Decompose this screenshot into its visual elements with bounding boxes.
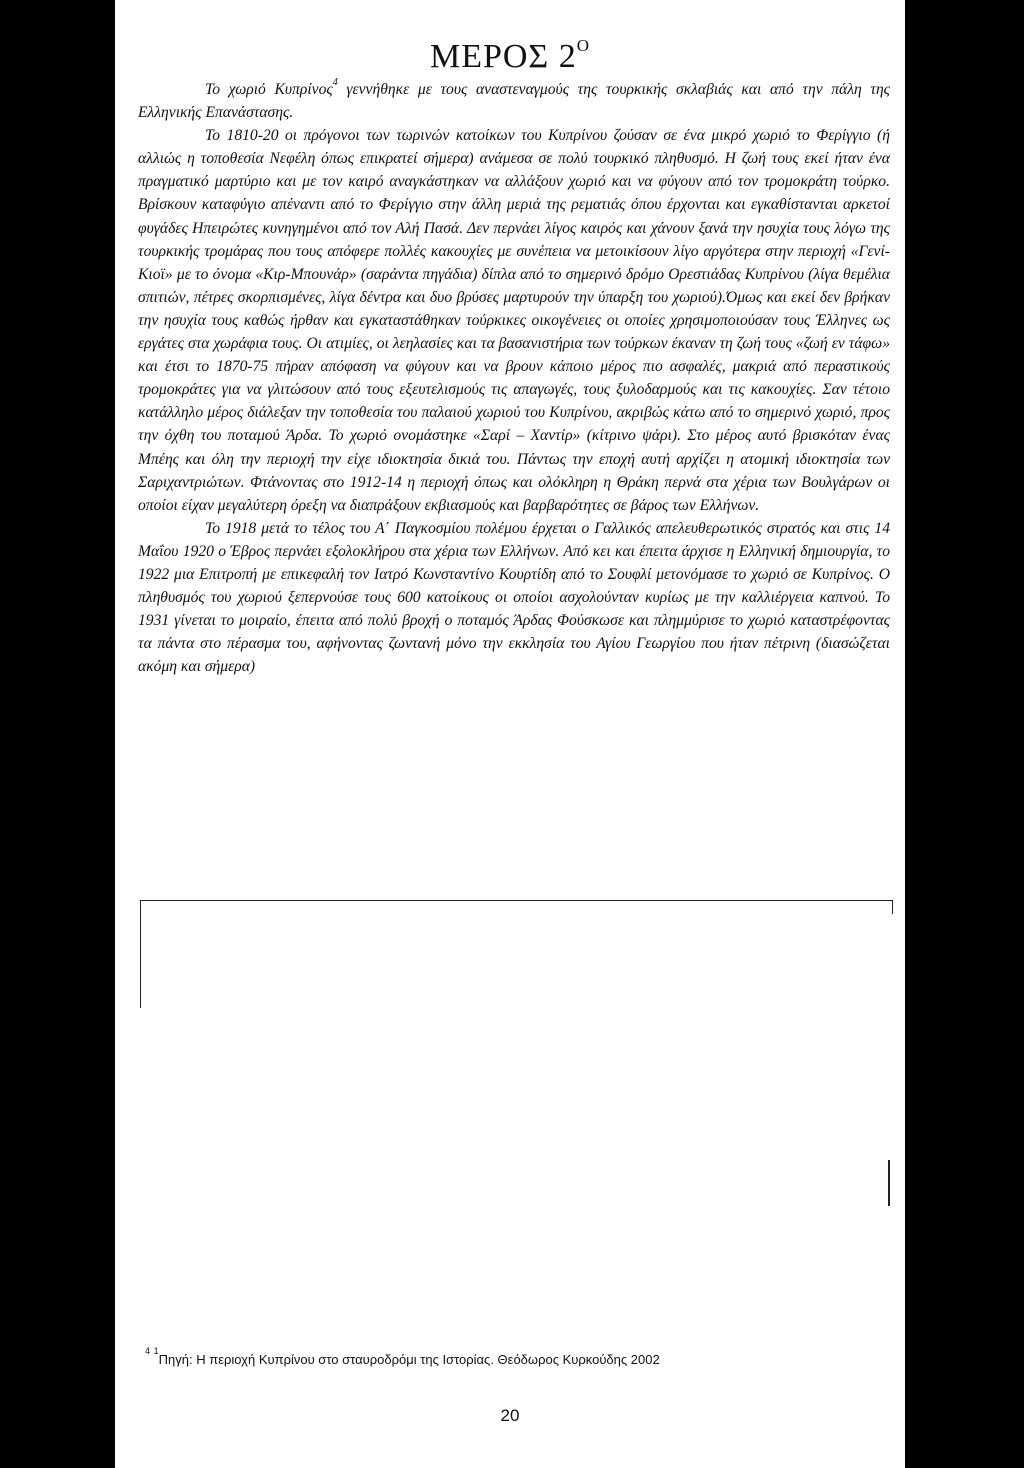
- image-frame-right-border-lower: [888, 1160, 890, 1206]
- image-frame-top-border: [140, 900, 893, 901]
- footnote-reference: 4: [332, 77, 338, 88]
- page-title-text: ΜΕΡΟΣ 2: [429, 38, 577, 75]
- image-frame-left-border: [140, 900, 141, 1008]
- paragraph-intro-before: Το χωριό Κυπρίνος: [205, 81, 333, 98]
- paragraph-1918: Το 1918 μετά το τέλος του Α΄ Παγκοσμίου πολέμου έρχεται ο Γαλλικός απελευθερωτικός στρατός και στις 14 Μαΐου 1920 ο Έβρος περνάει εξολοκλήρου στα χέρια των Ελλήνων. Από κει και έπειτα άρχισε η Ελληνική δημιουργία, το 1922 μια Επιτροπή με επικεφαλή τον Ιατρό Κωνσταντίνο Κουρτίδη από το Σουφλί μετονόμασε το χωριό σε Κυπρίνος. Ο πληθυσμός του χωριού ξεπερνούσε τους 600 κατοίκους οι οποίοι ασχολούνταν κυρίως με την καλλιέργεια καπνού. Το 1931 γίνεται το μοιραίο, έπειτα από πολύ βροχή ο ποταμός Άρδας Φούσκωσε και πλημμύρισε το χωριό καταστρέφοντας τα πάντα στο πέρασμα του, αφήνοντας ζωντανή μόνο την εκκλησία του Αγίου Γεωργίου που ήταν πέτρινη (διασώζεται ακόμη και σήμερα): [138, 519, 890, 676]
- body-text: [138, 78, 890, 678]
- paragraph-intro-after: γεννήθηκε με τους αναστεναγμούς της τουρκικής σκλαβιάς και από την πάλη της Ελληνικής Επανάστασης.: [138, 81, 891, 122]
- image-frame-right-border: [892, 900, 893, 914]
- footnote: [145, 1346, 885, 1367]
- footnote-marker: 4: [145, 1346, 151, 1356]
- footnote-ref: 1: [153, 1346, 159, 1356]
- paragraph-intro: [138, 78, 890, 124]
- footnote-text: Πηγή: Η περιοχή Κυπρίνου στο σταυροδρόμι της Ιστορίας. Θεόδωρος Κυρκούδης 2002: [158, 1352, 660, 1367]
- document-page: [115, 0, 905, 1468]
- page-number: 20: [500, 1406, 520, 1425]
- page-title: [115, 38, 905, 76]
- page-title-superscript: Ο: [576, 36, 591, 55]
- paragraph-history: Το 1810-20 οι πρόγονοι των τωρινών κατοίκων του Κυπρίνου ζούσαν σε ένα μικρό χωριό το Φερίγγιο (ή αλλιώς η τοποθεσία Νεφέλη όπως επικρατεί σήμερα) ανάμεσα σε πολύ τουρκικό πληθυσμό. Η ζωή τους εκεί ήταν ένα πραγματικό μαρτύριο και με τον καιρό αναγκάστηκαν να αλλάξουν χωριό και να φύγουν από τον τρομοκράτη τούρκο. Βρίσκουν καταφύγιο απέναντι από το Φερίγγιο στην άλλη μεριά της ρεματιάς όπου έρχονται και εγκαθίστανται αρκετοί φυγάδες Ηπειρώτες κυνηγημένοι από τον Αλή Πασά. Δεν περνάει λίγος καιρός και χάνουν ξανά την ησυχία τους λόγω της τουρκικής τρομάρας που τους απόφερε πολλές κακουχίες με συνέπεια να μετοικίσουν λίγο αργότερα στην περιοχή «Γενί-Κιοϊ» με το όνομα «Κιρ-Μπουνάρ» (σαράντα πηγάδια) δίπλα από το σημερινό δρόμο Ορεστιάδας Κυπρίνου (λίγα θεμέλια σπιτιών, πέτρες σκορπισμένες, λίγα δέντρα και δυο βρύσες μαρτυρούν την ύπαρξη του χωριού).Όμως και εκεί δεν βρήκαν την ησυχία τους καθώς ήρθαν και εγκαταστάθηκαν τούρκικες οικογένειες οι οποίες χρησιμοποιούσαν τους Έλληνες ως εργάτες στα χωράφια τους. Οι ατιμίες, οι λεηλασίες και τα βασανιστήρια των τούρκων έκαναν τη ζωή τους «ζωή εν τάφω» και έτσι το 1870-75 πήραν απόφαση να φύγουν και να βρουν κάποιο μέρος πιο ασφαλές, μακριά από περαστικούς τρομοκράτες για να γλιτώσουν από τους εξευτελισμούς τις απαγωγές, τους ξυλοδαρμούς και τις κακουχίες. Σαν τέτοιο κατάλληλο μέρος διάλεξαν την τοποθεσία του παλαιού χωριού του Κυπρίνου, ακριβώς κάτω από το σημερινό χωριό, προς την όχθη του ποταμού Άρδα. Το χωριό ονομάστηκε «Σαρί – Χαντίρ» (κίτρινο ψάρι). Στο μέρος αυτό βρισκόταν ένας Μπέης και όλη την περιοχή την είχε ιδιοκτησία δικιά του. Πάντως την εποχή αυτή αρχίζει η ατομική ιδιοκτησία των Σαριχαντριώτων. Φτάνοντας στο 1912-14 η περιοχή όπως και ολόκληρη η Θράκη περνά στα χέρια των Βουλγάρων οι οποίοι είχαν μεγαλύτερη όρεξη να διαπράξουν εκβιασμούς και βαρβαρότητες σε βάρος των Ελλήνων.: [138, 127, 890, 514]
